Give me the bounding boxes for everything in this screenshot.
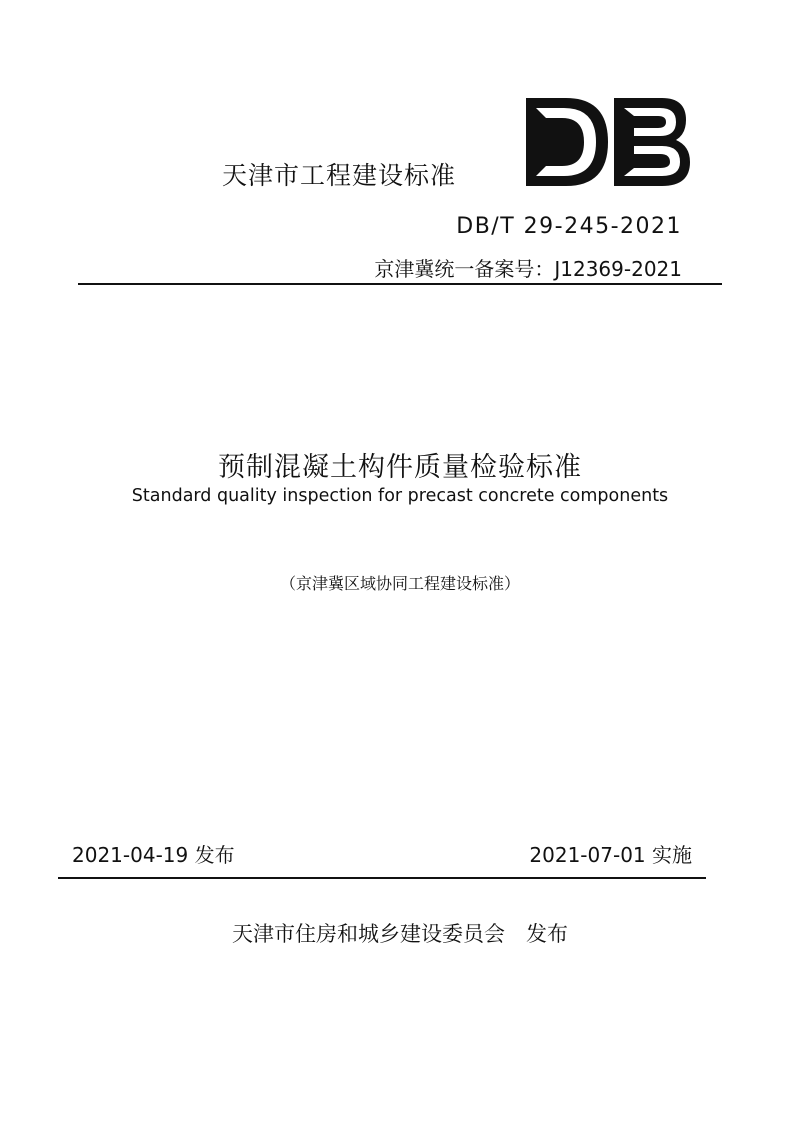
issuer: 天津市住房和城乡建设委员会 发布 [232, 922, 568, 946]
record-number: 京津冀统一备案号：J12369-2021 [374, 257, 682, 281]
standard-body-title: 天津市工程建设标准 [222, 161, 457, 190]
top-divider [78, 283, 722, 285]
issue-date: 2021-04-19 发布 [72, 843, 235, 867]
document-title-english: Standard quality inspection for precast concrete components [131, 486, 669, 506]
document-title-chinese: 预制混凝土构件质量检验标准 [218, 452, 582, 483]
standard-code: DB/T 29-245-2021 [456, 214, 682, 239]
implementation-date: 2021-07-01 实施 [529, 843, 692, 867]
db-logo-icon [522, 96, 692, 188]
bottom-divider [58, 877, 706, 879]
document-subtitle: （京津冀区域协同工程建设标准） [279, 574, 520, 593]
